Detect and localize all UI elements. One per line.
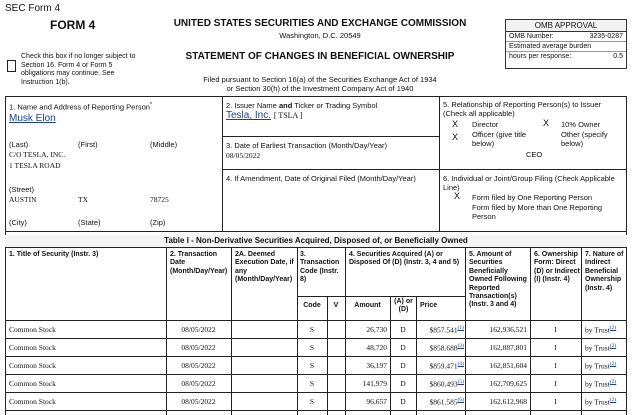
issuer-link[interactable]: Tesla, Inc. [226, 110, 272, 121]
omb-label: OMB Number: [509, 33, 554, 40]
omb-label: hours per response: [509, 53, 572, 60]
cell-transaction-date: 08/05/2022 [181, 343, 216, 352]
cell-title: Common Stock [9, 343, 56, 352]
address-line: 1 TESLA ROAD [9, 161, 61, 170]
cell-a-or-d: D [400, 343, 406, 352]
cell-amount-owned: 162,709,625 [489, 379, 527, 388]
first-label: (First) [78, 140, 98, 149]
omb-title: OMB APPROVAL [506, 20, 626, 32]
cell-price [416, 343, 464, 353]
grid-line [5, 356, 627, 357]
box4-label: 4. If Amendment, Date of Original Filed (Month/Day/Year) [226, 174, 416, 183]
cell-transaction-date: 08/05/2022 [181, 361, 216, 370]
grid-line [5, 96, 627, 97]
cell-amount: 36,197 [366, 361, 387, 370]
price-value: $858.688 [429, 343, 458, 353]
grid-line [5, 392, 627, 393]
grid-line [222, 169, 439, 170]
cell-transaction-date: 08/05/2022 [181, 379, 216, 388]
ten-percent-check-mark[interactable]: X [543, 118, 550, 128]
filed-pursuant-line2: or Section 30(h) of the Investment Company Act of 1940 [226, 84, 414, 93]
nature-footnote-link[interactable]: (2) [609, 379, 617, 385]
nature-footnote-link[interactable]: (2) [609, 343, 617, 349]
director-label: Director [472, 120, 499, 129]
nature-footnote-link[interactable]: (2) [609, 325, 617, 331]
grid-line [5, 374, 627, 375]
grid-line [5, 410, 627, 411]
officer-label: Officer (give title below) [472, 130, 527, 148]
cell-amount-owned: 162,851,604 [489, 361, 527, 370]
cell-ownership-form: I [554, 343, 557, 352]
omb-row [506, 42, 626, 52]
col-transaction-date: 2. Transaction Date (Month/Day/Year) [170, 251, 228, 275]
sub-col-a-or-d: (A) or (D) [394, 298, 413, 314]
box6-label: 6. Individual or Joint/Group Filing (Check Applicable Line) [443, 174, 615, 192]
nature-value: by Trust [585, 343, 610, 353]
sub-col-price: Price [420, 302, 438, 309]
cell-price [416, 361, 464, 371]
street-label: (Street) [9, 185, 35, 194]
one-person-check-mark[interactable]: X [454, 191, 461, 201]
cell-title: Common Stock [9, 361, 56, 370]
reporting-person-link[interactable]: Musk Elon [9, 113, 56, 124]
price-footnote-link[interactable]: (1) [457, 325, 464, 331]
cell-nature [585, 361, 625, 371]
city-label: (City) [9, 218, 27, 227]
cell-amount: 141,979 [362, 379, 387, 388]
col-securities-acquired-disposed: 4. Securities Acquired (A) or Disposed Of (D) (Instr. 3, 4 and 5) [349, 251, 460, 267]
nature-footnote-link[interactable]: (2) [609, 397, 617, 403]
cell-ownership-form: I [554, 361, 557, 370]
cell-title: Common Stock [9, 379, 56, 388]
grid-line [5, 231, 627, 232]
cell-amount-owned: 162,936,521 [489, 325, 527, 334]
cell-price [416, 379, 464, 389]
nature-value: by Trust [585, 325, 610, 335]
cell-code: S [309, 379, 315, 388]
statement-title: STATEMENT OF CHANGES IN BENEFICIAL OWNERSHIP [185, 51, 455, 62]
state-value: TX [78, 195, 88, 204]
cell-amount: 96,657 [366, 397, 387, 406]
nature-value: by Trust [585, 397, 610, 407]
cell-title: Common Stock [9, 325, 56, 334]
ticker-symbol: [ TSLA ] [273, 111, 303, 120]
price-footnote-link[interactable]: (3) [457, 343, 464, 349]
middle-label: (Middle) [150, 140, 178, 149]
box2-label-and: and [278, 101, 293, 110]
grid-line [439, 96, 440, 231]
commission-city: Washington, D.C. 20549 [279, 31, 361, 40]
sec-form-label: SEC Form 4 [5, 3, 61, 14]
state-label: (State) [78, 218, 101, 227]
cell-a-or-d: D [400, 361, 406, 370]
box2-label-post: Ticker or Trading Symbol [292, 101, 378, 110]
cell-code: S [309, 397, 315, 406]
grid-line [626, 96, 627, 415]
price-footnote-link[interactable]: (5) [457, 379, 464, 385]
director-check-mark[interactable]: X [452, 119, 459, 129]
cell-nature [585, 343, 625, 353]
grid-line [581, 247, 582, 415]
col-amount-owned: 5. Amount of Securities Beneficially Owned Following Reported Transaction(s) (Instr. 3 and 4) [469, 251, 527, 309]
col-nature-of-ownership: 7. Nature of Indirect Beneficial Ownership (Instr. 4) [585, 251, 624, 292]
cell-price [416, 325, 464, 335]
commission-title: UNITED STATES SECURITIES AND EXCHANGE COMMISSION [173, 18, 467, 29]
price-footnote-link[interactable]: (4) [457, 361, 464, 367]
cell-transaction-date: 08/05/2022 [181, 397, 216, 406]
company-line: C/O TESLA, INC. [9, 150, 66, 159]
grid-line [5, 320, 627, 321]
cell-amount: 48,720 [366, 343, 387, 352]
sub-col-amount: Amount [354, 302, 381, 309]
no-longer-subject-checkbox[interactable] [7, 60, 16, 72]
box1-asterisk: * [149, 102, 153, 108]
grid-line [5, 96, 6, 415]
checkbox-instruction: Check this box if no longer subject to Section 16. Form 4 or Form 5 obligations may continue. See Instruction 1(b). [21, 53, 136, 86]
cell-code: S [309, 343, 315, 352]
omb-value: 0.5 [613, 53, 623, 60]
cell-nature [585, 379, 625, 389]
cell-ownership-form: I [554, 379, 557, 388]
nature-value: by Trust [585, 379, 610, 389]
cell-transaction-date: 08/05/2022 [181, 325, 216, 334]
grid-line [5, 247, 627, 248]
grid-line [297, 296, 465, 297]
box5-label: 5. Relationship of Reporting Person(s) to Issuer [443, 100, 601, 109]
grid-line [222, 96, 223, 231]
box1-label [9, 101, 152, 112]
price-value: $859.471 [429, 361, 458, 371]
cell-title: Common Stock [9, 397, 56, 406]
box2-label [226, 101, 377, 110]
filed-pursuant-line1: Filed pursuant to Section 16(a) of the Securities Exchange Act of 1934 [203, 75, 437, 84]
city-value: AUSTIN [9, 195, 37, 204]
cell-a-or-d: D [400, 325, 406, 334]
grid-line [5, 338, 627, 339]
officer-check-mark[interactable]: X [452, 132, 459, 142]
nature-value: by Trust [585, 361, 610, 371]
grid-line [439, 169, 627, 170]
last-label: (Last) [9, 140, 29, 149]
price-value: $860.493 [429, 379, 458, 389]
col-ownership-form: 6. Ownership Form: Direct (D) or Indirect (I) (Instr. 4) [534, 251, 580, 284]
cell-code: S [309, 325, 315, 334]
other-label: Other (specify below) [561, 130, 608, 148]
sub-col-v: V [333, 302, 339, 309]
one-person-label: Form filed by One Reporting Person [472, 193, 593, 202]
cell-nature [585, 325, 625, 335]
grid-line [222, 136, 439, 137]
cell-price [416, 397, 464, 407]
col-transaction-code: 3. Transaction Code (Instr. 8) [300, 251, 340, 284]
cell-nature [585, 397, 625, 407]
box1-label-text: 1. Name and Address of Reporting Person [9, 102, 150, 112]
sub-col-code: Code [303, 302, 321, 309]
issuer-line [226, 110, 303, 121]
ten-percent-label: 10% Owner [561, 120, 601, 129]
price-footnote-link[interactable]: (6) [457, 397, 464, 403]
table-title: Table I - Non-Derivative Securities Acquired, Disposed of, or Beneficially Owned [5, 235, 627, 247]
grid-line [231, 247, 232, 415]
price-value: $857.541 [429, 325, 458, 335]
col-deemed-execution-date: 2A. Deemed Execution Date, if any (Month/Day/Year) [235, 251, 294, 284]
cell-ownership-form: I [554, 325, 557, 334]
cell-a-or-d: D [400, 379, 406, 388]
earliest-transaction-date: 08/05/2022 [226, 151, 261, 160]
box2-label-pre: 2. Issuer Name [226, 101, 279, 110]
omb-row [506, 32, 626, 42]
cell-amount: 26,730 [366, 325, 387, 334]
zip-label: (Zip) [150, 218, 166, 227]
officer-title: CEO [526, 150, 543, 159]
omb-value: 3235-0287 [589, 33, 623, 40]
cell-code: S [309, 361, 315, 370]
box5-check-note: (Check all applicable) [443, 109, 515, 118]
zip-value: 78725 [150, 195, 169, 204]
price-value: $861.585 [429, 397, 458, 407]
cell-amount-owned: 162,612,968 [489, 397, 527, 406]
omb-row [506, 52, 626, 62]
omb-label: Estimated average burden [509, 43, 592, 50]
more-persons-label: Form filed by More than One Reporting Person [472, 203, 603, 221]
box3-label: 3. Date of Earliest Transaction (Month/Day/Year) [226, 141, 388, 150]
nature-footnote-link[interactable]: (2) [609, 361, 617, 367]
cell-a-or-d: D [400, 397, 406, 406]
cell-amount-owned: 162,887,801 [489, 343, 527, 352]
form-name: FORM 4 [50, 18, 96, 32]
col-title-of-security: 1. Title of Security (Instr. 3) [9, 251, 99, 258]
cell-ownership-form: I [554, 397, 557, 406]
omb-approval-box [505, 19, 627, 69]
